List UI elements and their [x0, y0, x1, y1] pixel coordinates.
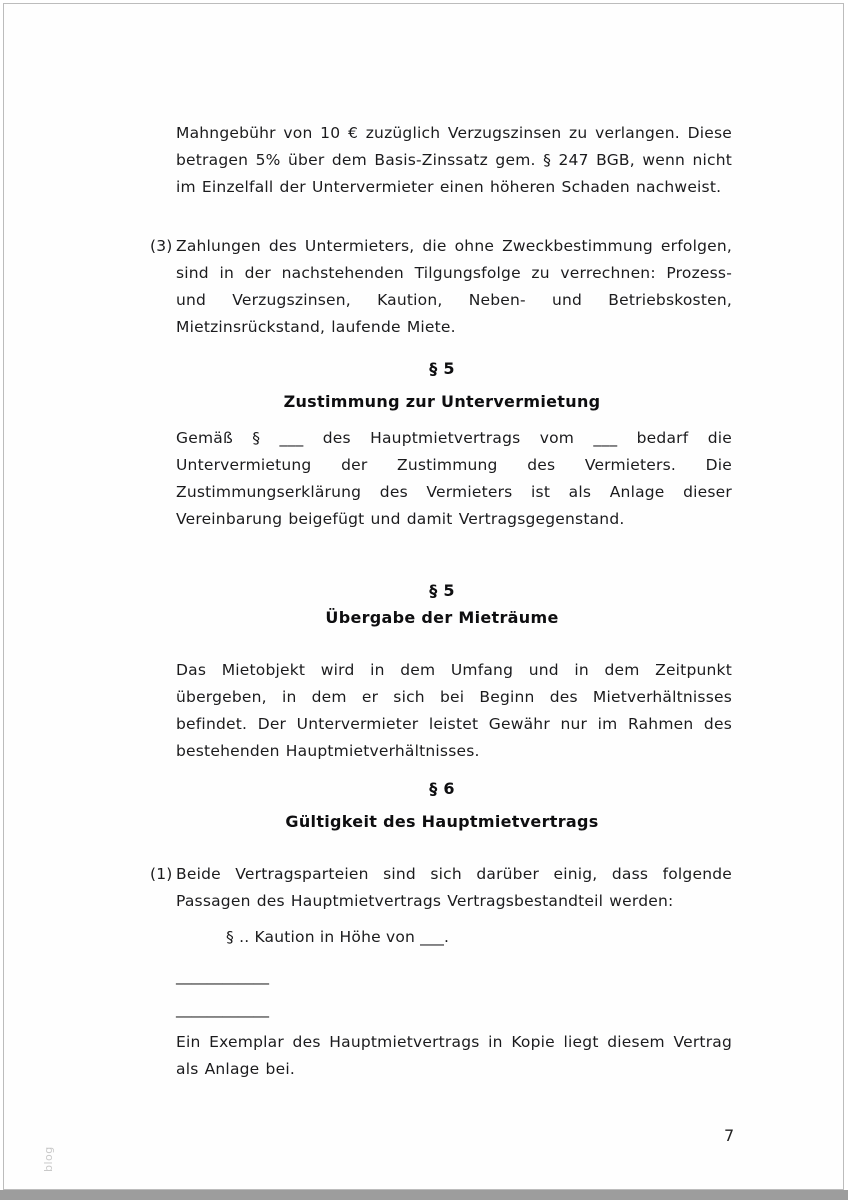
paragraph-mahngebuehr: Mahngebühr von 10 € zuzüglich Verzugszinsen zu verlangen. Diese betragen 5% über dem Basis-Zinssatz gem. § 247 BGB, wenn nicht im Einzelfall der Untervermieter einen höheren Schaden nachweist.	[176, 124, 732, 196]
section-6-number: § 6	[429, 779, 455, 798]
section-5a-number: § 5	[429, 359, 455, 378]
section-6-title: Gültigkeit des Hauptmietvertrags	[285, 812, 599, 831]
blank-fill-line-1: ____________	[176, 967, 269, 985]
list-item-1-text: Beide Vertragsparteien sind sich darüber einig, dass folgende Passagen des Hauptmietvertrags Vertragsbestandteil werden:	[176, 865, 732, 910]
page-number: 7	[724, 1126, 735, 1145]
watermark-blog: blog	[42, 1146, 55, 1172]
list-item-1-marker: (1)	[150, 865, 173, 883]
list-item-1	[150, 861, 732, 915]
list-item-3	[150, 233, 732, 341]
section-5a-body: Gemäß § ___ des Hauptmietvertrags vom ___ bedarf die Untervermietung der Zustimmung des Vermieters. Die Zustimmungserklärung des Vermieters ist als Anlage dieser Vereinbarung beigefügt und damit Vertragsgegenstand.	[176, 429, 732, 528]
list-item-3-text: Zahlungen des Untermieters, die ohne Zweckbestimmung erfolgen, sind in der nachstehenden Tilgungsfolge zu verrechnen: Prozess- und Verzugszinsen, Kaution, Neben- und Betriebskosten, Mietzinsrückstand, laufende Miete.	[176, 237, 732, 336]
kaution-line: § .. Kaution in Höhe von ___.	[226, 928, 450, 946]
section-5b-number: § 5	[429, 581, 455, 600]
document-page	[3, 3, 844, 1190]
blank-fill-line-2: ____________	[176, 1000, 269, 1018]
closing-paragraph: Ein Exemplar des Hauptmietvertrags in Kopie liegt diesem Vertrag als Anlage bei.	[176, 1033, 732, 1078]
document-content	[150, 120, 732, 1083]
section-5b-title: Übergabe der Mieträume	[325, 608, 559, 627]
section-5b-body: Das Mietobjekt wird in dem Umfang und in dem Zeitpunkt übergeben, in dem er sich bei Beginn des Mietverhältnisses befindet. Der Untervermieter leistet Gewähr nur im Rahmen des bestehenden Hauptmietverhältnisses.	[176, 661, 732, 760]
list-item-3-marker: (3)	[150, 237, 173, 255]
section-5a-title: Zustimmung zur Untervermietung	[283, 392, 601, 411]
viewer-bottom-bar	[0, 1190, 848, 1200]
